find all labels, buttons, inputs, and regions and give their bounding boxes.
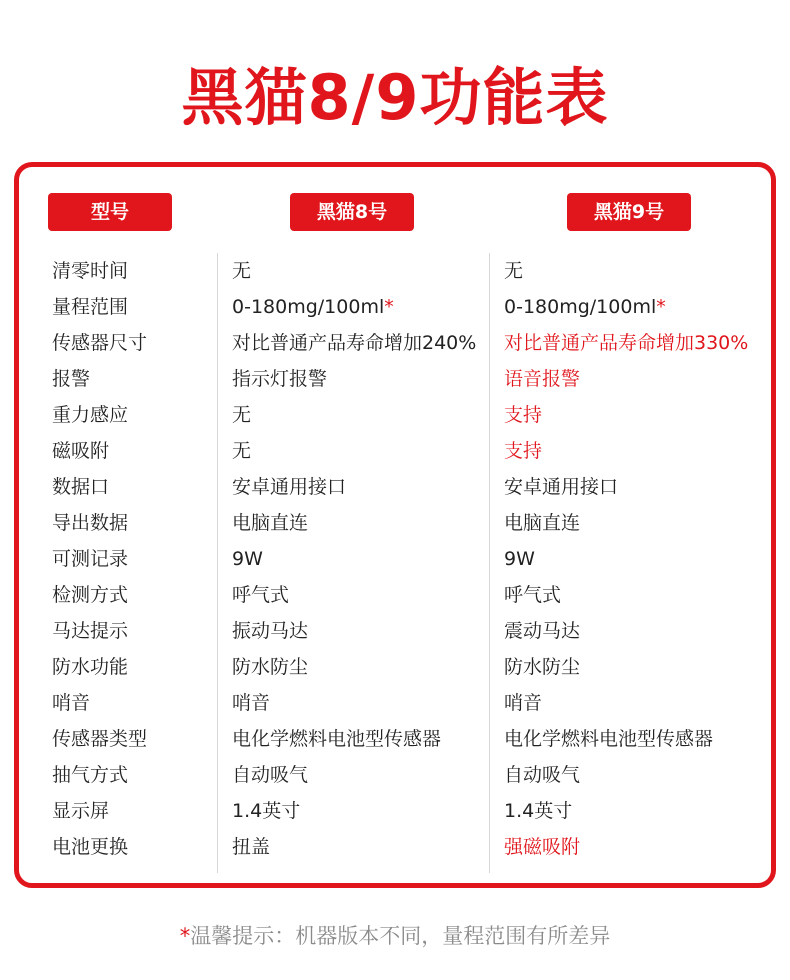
model-9-value: [504, 577, 561, 613]
model-9-value: [504, 757, 580, 793]
model-9-value-text: 震动马达: [504, 620, 581, 642]
model-9-value: [504, 433, 542, 469]
model-9-value-text: 无: [504, 260, 524, 282]
table-row: [19, 613, 771, 649]
model-9-value: [504, 721, 713, 757]
model-9-value-text: 0-180mg/100ml: [504, 296, 657, 318]
model-9-value: [504, 469, 618, 505]
model-9-value: [504, 289, 666, 325]
table-row: [19, 577, 771, 613]
row-label: 磁吸附: [52, 440, 110, 462]
model-9-value: [504, 685, 542, 721]
row-label: 数据口: [52, 476, 110, 498]
table-row: [19, 721, 771, 757]
model-9-value: [504, 649, 580, 685]
asterisk-mark: *: [656, 296, 666, 318]
model-8-value: [232, 577, 289, 613]
table-row: [19, 793, 771, 829]
model-8-value-text: 无: [232, 260, 252, 282]
model-9-value-text: 安卓通用接口: [504, 476, 619, 498]
model-8-value-text: 指示灯报警: [232, 368, 328, 390]
model-8-value: [232, 793, 300, 829]
model-8-value-text: 电化学燃料电池型传感器: [232, 728, 442, 750]
model-8-value: [232, 829, 270, 865]
model-8-value-text: 0-180mg/100ml: [232, 296, 385, 318]
model-9-value: [504, 397, 542, 433]
row-label: 抽气方式: [52, 764, 129, 786]
footer-asterisk: *: [179, 924, 191, 948]
header-model-label: 型号: [48, 193, 172, 231]
model-9-value-text: 自动吸气: [504, 764, 581, 786]
table-row: [19, 505, 771, 541]
model-8-value-text: 扭盖: [232, 836, 271, 858]
row-label: 检测方式: [52, 584, 129, 606]
model-8-value-text: 哨音: [232, 692, 271, 714]
header-model-9: 黑猫9号: [567, 193, 691, 231]
table-row: [19, 685, 771, 721]
model-9-value-text: 哨音: [504, 692, 543, 714]
model-9-value-text: 支持: [504, 404, 543, 426]
model-8-value: [232, 289, 394, 325]
table-row: [19, 325, 771, 361]
row-label: 导出数据: [52, 512, 129, 534]
model-9-value-text: 防水防尘: [504, 656, 581, 678]
model-8-value: [232, 361, 327, 397]
model-8-value: [232, 253, 251, 289]
row-label: 显示屏: [52, 800, 110, 822]
model-8-value: [232, 757, 308, 793]
model-9-value-text: 9W: [504, 548, 535, 570]
table-row: [19, 649, 771, 685]
model-8-value-text: 自动吸气: [232, 764, 309, 786]
model-8-value-text: 呼气式: [232, 584, 290, 606]
model-8-value-text: 安卓通用接口: [232, 476, 347, 498]
model-9-value-text: 电脑直连: [504, 512, 581, 534]
header-model-8: 黑猫8号: [290, 193, 414, 231]
model-9-value: [504, 829, 580, 865]
table-row: [19, 829, 771, 865]
row-label: 传感器尺寸: [52, 332, 148, 354]
model-9-value: [504, 361, 580, 397]
row-label: 电池更换: [52, 836, 129, 858]
model-8-value: [232, 685, 270, 721]
row-label: 重力感应: [52, 404, 129, 426]
row-label: 清零时间: [52, 260, 129, 282]
footer-text: 温馨提示：机器版本不同，量程范围有所差异: [190, 924, 611, 948]
asterisk-mark: *: [384, 296, 394, 318]
table-row: [19, 433, 771, 469]
row-label: 量程范围: [52, 296, 129, 318]
model-9-value: [504, 541, 535, 577]
model-9-value-text: 电化学燃料电池型传感器: [504, 728, 714, 750]
table-row: [19, 469, 771, 505]
model-8-value: [232, 469, 346, 505]
row-label: 传感器类型: [52, 728, 148, 750]
model-8-value: [232, 541, 263, 577]
model-8-value-text: 无: [232, 404, 252, 426]
page-title: 黑猫8/9功能表: [181, 61, 609, 134]
model-8-value: [232, 325, 476, 361]
model-8-value-text: 振动马达: [232, 620, 309, 642]
comparison-table: [14, 162, 776, 888]
model-8-value: [232, 721, 441, 757]
model-9-value: [504, 505, 580, 541]
model-9-value-text: 对比普通产品寿命增加330%: [504, 332, 749, 354]
model-9-value: [504, 253, 523, 289]
model-8-value-text: 电脑直连: [232, 512, 309, 534]
table-row: [19, 361, 771, 397]
row-label: 马达提示: [52, 620, 129, 642]
model-8-value-text: 防水防尘: [232, 656, 309, 678]
row-label: 哨音: [52, 692, 91, 714]
row-label: 防水功能: [52, 656, 129, 678]
row-label: 报警: [52, 368, 91, 390]
row-label: 可测记录: [52, 548, 129, 570]
table-row: [19, 541, 771, 577]
model-9-value-text: 1.4英寸: [504, 800, 573, 822]
model-8-value: [232, 505, 308, 541]
model-8-value: [232, 613, 308, 649]
model-8-value-text: 对比普通产品寿命增加240%: [232, 332, 477, 354]
model-9-value-text: 呼气式: [504, 584, 562, 606]
model-9-value: [504, 613, 580, 649]
model-8-value: [232, 397, 251, 433]
model-8-value: [232, 649, 308, 685]
table-row: [19, 757, 771, 793]
table-row: [19, 289, 771, 325]
model-8-value-text: 无: [232, 440, 252, 462]
model-9-value: [504, 793, 572, 829]
model-9-value: [504, 325, 748, 361]
model-9-value-text: 强磁吸附: [504, 836, 581, 858]
model-8-value: [232, 433, 251, 469]
table-row: [19, 397, 771, 433]
model-9-value-text: 语音报警: [504, 368, 581, 390]
model-9-value-text: 支持: [504, 440, 543, 462]
table-row: [19, 253, 771, 289]
model-8-value-text: 1.4英寸: [232, 800, 301, 822]
table-body: [19, 253, 771, 865]
model-8-value-text: 9W: [232, 548, 263, 570]
footer-note: [0, 916, 790, 956]
